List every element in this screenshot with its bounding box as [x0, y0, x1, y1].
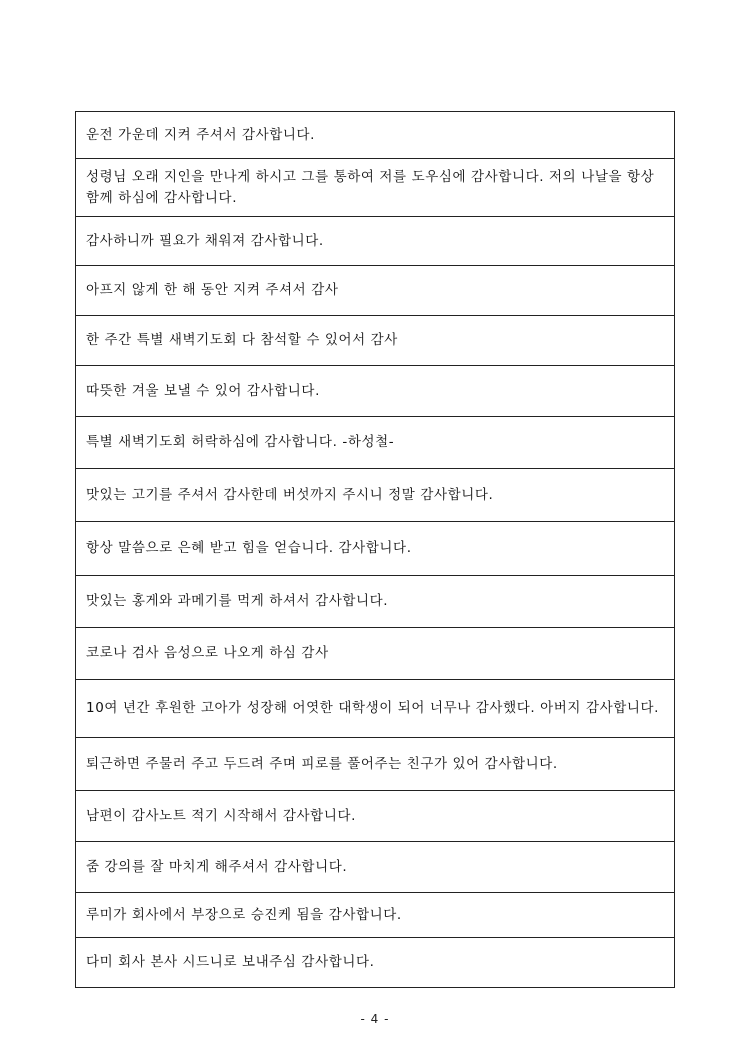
gratitude-entry: 줌 강의를 잘 마치게 해주셔서 감사합니다.: [76, 842, 675, 893]
gratitude-entry: 맛있는 고기를 주셔서 감사한데 버섯까지 주시니 정말 감사합니다.: [76, 469, 675, 522]
gratitude-entry: 감사하니까 필요가 채워져 감사합니다.: [76, 217, 675, 266]
gratitude-entry: 10여 년간 후원한 고아가 성장해 어엿한 대학생이 되어 너무나 감사했다. 아버지 감사합니다.: [76, 680, 675, 738]
gratitude-table: [75, 111, 675, 988]
gratitude-entry: 운전 가운데 지켜 주셔서 감사합니다.: [76, 112, 675, 159]
gratitude-entry: 퇴근하면 주물러 주고 두드려 주며 피로를 풀어주는 친구가 있어 감사합니다.: [76, 738, 675, 791]
gratitude-entry: 항상 말씀으로 은혜 받고 힘을 얻습니다. 감사합니다.: [76, 522, 675, 576]
table-row: [76, 842, 675, 893]
gratitude-entry: 루미가 회사에서 부장으로 승진케 됨을 감사합니다.: [76, 893, 675, 938]
gratitude-entry: 남편이 감사노트 적기 시작해서 감사합니다.: [76, 791, 675, 842]
gratitude-entry: 다미 회사 본사 시드니로 보내주심 감사합니다.: [76, 938, 675, 988]
table-row: [76, 159, 675, 217]
table-row: [76, 738, 675, 791]
gratitude-entry: 따뜻한 겨울 보낼 수 있어 감사합니다.: [76, 366, 675, 417]
table-row: [76, 316, 675, 366]
table-row: [76, 112, 675, 159]
table-row: [76, 893, 675, 938]
gratitude-entry: 특별 새벽기도회 허락하심에 감사합니다. -하성철-: [76, 417, 675, 469]
table-row: [76, 522, 675, 576]
page-number: - 4 -: [360, 1012, 390, 1026]
table-row: [76, 680, 675, 738]
table-row: [76, 791, 675, 842]
table-row: [76, 366, 675, 417]
gratitude-entry: 한 주간 특별 새벽기도회 다 참석할 수 있어서 감사: [76, 316, 675, 366]
table-row: [76, 576, 675, 628]
gratitude-entry: 맛있는 홍게와 과메기를 먹게 하셔서 감사합니다.: [76, 576, 675, 628]
table-row: [76, 217, 675, 266]
table-row: [76, 938, 675, 988]
gratitude-entry: 코로나 검사 음성으로 나오게 하심 감사: [76, 628, 675, 680]
gratitude-entry: 성령님 오래 지인을 만나게 하시고 그를 통하여 저를 도우심에 감사합니다. 저의 나날을 항상 함께 하심에 감사합니다.: [76, 159, 675, 217]
gratitude-entry: 아프지 않게 한 해 동안 지켜 주셔서 감사: [76, 266, 675, 316]
table-row: [76, 266, 675, 316]
table-row: [76, 628, 675, 680]
table-row: [76, 417, 675, 469]
table-row: [76, 469, 675, 522]
